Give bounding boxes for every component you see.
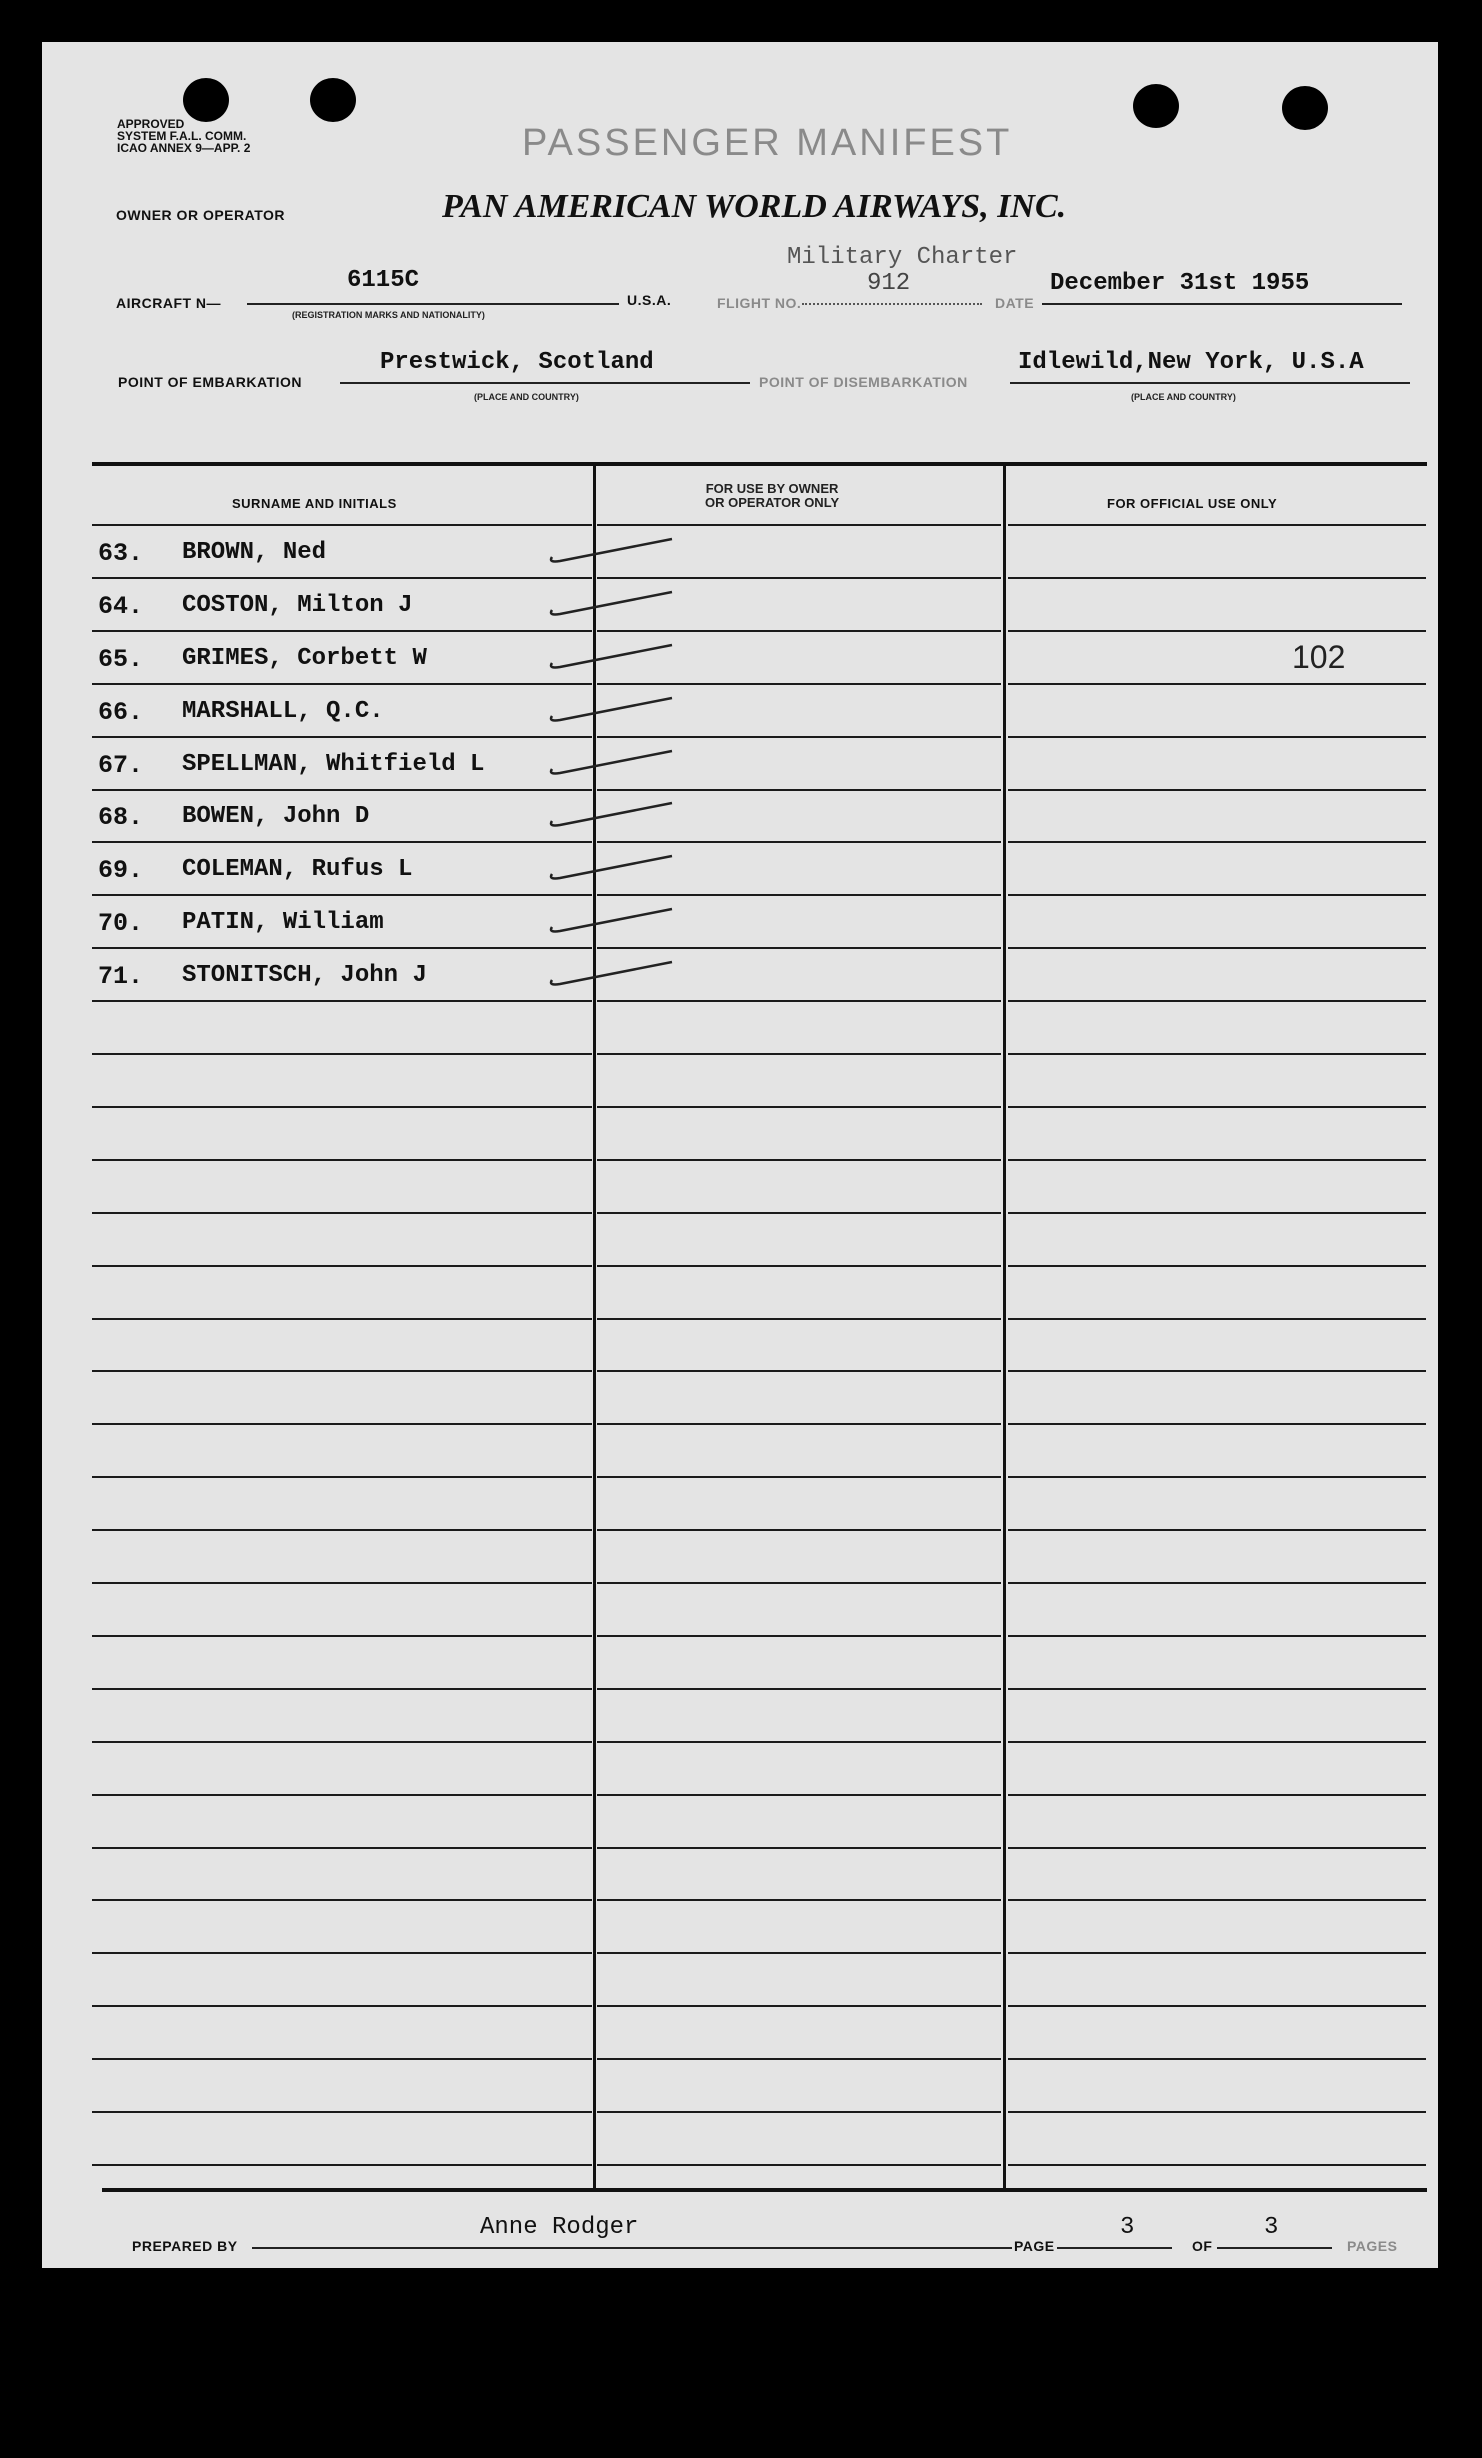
row-rule	[92, 1106, 592, 1108]
registration-sub: (REGISTRATION MARKS AND NATIONALITY)	[292, 310, 485, 320]
row-rule	[92, 894, 592, 896]
check-mark-icon	[542, 958, 682, 998]
row-rule	[1008, 1106, 1426, 1108]
approval-line: SYSTEM F.A.L. COMM.	[117, 129, 247, 143]
row-rule	[92, 947, 592, 949]
row-rule	[1008, 1847, 1426, 1849]
flight-no-value: 912	[867, 270, 911, 297]
col-owner-line: OR OPERATOR ONLY	[705, 495, 840, 510]
row-rule	[92, 2005, 592, 2007]
row-rule	[92, 1159, 592, 1161]
row-rule	[597, 524, 1001, 526]
passenger-number: 70.	[98, 909, 144, 938]
row-rule	[92, 630, 592, 632]
pages-label: PAGES	[1347, 2238, 1398, 2254]
row-rule	[597, 1265, 1001, 1267]
check-mark-icon	[542, 799, 682, 839]
official-note: 102	[1292, 639, 1346, 675]
row-rule	[92, 1741, 592, 1743]
passenger-number: 69.	[98, 856, 144, 885]
row-rule	[92, 789, 592, 791]
check-mark-icon	[542, 905, 682, 945]
row-rule	[1008, 841, 1426, 843]
row-rule	[92, 1212, 592, 1214]
embarkation-label: POINT OF EMBARKATION	[118, 374, 302, 390]
page-label: PAGE	[1014, 2238, 1055, 2254]
prepared-line	[252, 2247, 1012, 2249]
row-rule	[92, 1529, 592, 1531]
row-rule	[92, 1053, 592, 1055]
of-line	[1217, 2247, 1332, 2249]
of-value: 3	[1264, 2214, 1279, 2241]
usa-label: U.S.A.	[627, 292, 672, 308]
date-value: December 31st 1955	[1050, 270, 1310, 297]
row-rule	[1008, 2058, 1426, 2060]
place-sub: (PLACE AND COUNTRY)	[474, 392, 579, 402]
row-rule	[92, 1635, 592, 1637]
row-rule	[597, 1370, 1001, 1372]
row-rule	[1008, 1688, 1426, 1690]
row-rule	[92, 1794, 592, 1796]
row-rule	[597, 1476, 1001, 1478]
owner-label: OWNER OR OPERATOR	[116, 207, 285, 223]
row-rule	[597, 1053, 1001, 1055]
passenger-name: COSTON, Milton J	[182, 592, 413, 619]
aircraft-label: AIRCRAFT N—	[116, 295, 222, 311]
page-line	[1057, 2247, 1172, 2249]
aircraft-line	[247, 303, 619, 305]
row-rule	[1008, 947, 1426, 949]
of-label: OF	[1192, 2238, 1213, 2254]
row-rule	[1008, 1476, 1426, 1478]
row-rule	[92, 683, 592, 685]
row-rule	[92, 1265, 592, 1267]
passenger-name: BROWN, Ned	[182, 539, 327, 566]
row-rule	[597, 1000, 1001, 1002]
row-rule	[92, 2164, 592, 2166]
row-rule	[92, 1476, 592, 1478]
row-rule	[92, 1370, 592, 1372]
table-top-rule	[92, 462, 1427, 466]
row-rule	[1008, 630, 1426, 632]
row-rule	[597, 1212, 1001, 1214]
row-rule	[1008, 1582, 1426, 1584]
row-rule	[1008, 1318, 1426, 1320]
passenger-name: MARSHALL, Q.C.	[182, 698, 384, 725]
col-owner-header	[705, 482, 839, 510]
row-rule	[597, 2111, 1001, 2113]
row-rule	[1008, 2164, 1426, 2166]
passenger-number: 68.	[98, 803, 144, 832]
form-title: PASSENGER MANIFEST	[522, 122, 1013, 164]
check-mark-icon	[542, 535, 682, 575]
row-rule	[1008, 1741, 1426, 1743]
row-rule	[1008, 577, 1426, 579]
approval-block	[117, 118, 250, 154]
row-rule	[597, 1794, 1001, 1796]
passenger-name: STONITSCH, John J	[182, 962, 427, 989]
passenger-number: 64.	[98, 592, 144, 621]
row-rule	[597, 894, 1001, 896]
row-rule	[1008, 524, 1426, 526]
row-rule	[92, 1582, 592, 1584]
row-rule	[1008, 1529, 1426, 1531]
flight-note: Military Charter	[787, 244, 1018, 271]
aircraft-value: 6115C	[347, 267, 420, 294]
passenger-number: 67.	[98, 751, 144, 780]
approval-line: APPROVED	[117, 117, 185, 131]
check-mark-icon	[542, 641, 682, 681]
prepared-value: Anne Rodger	[480, 2214, 639, 2241]
airline-name: PAN AMERICAN WORLD AIRWAYS, INC.	[442, 188, 1067, 225]
row-rule	[1008, 1212, 1426, 1214]
column-divider	[1003, 466, 1006, 2188]
row-rule	[1008, 1423, 1426, 1425]
passenger-number: 71.	[98, 962, 144, 991]
row-rule	[1008, 736, 1426, 738]
row-rule	[597, 2058, 1001, 2060]
passenger-name: GRIMES, Corbett W	[182, 645, 427, 672]
disembarkation-label: POINT OF DISEMBARKATION	[759, 374, 968, 390]
row-rule	[1008, 1635, 1426, 1637]
punch-hole	[1282, 86, 1328, 130]
row-rule	[597, 1423, 1001, 1425]
row-rule	[1008, 1794, 1426, 1796]
row-rule	[597, 1635, 1001, 1637]
disembarkation-value: Idlewild,New York, U.S.A	[1018, 349, 1364, 376]
check-mark-icon	[542, 588, 682, 628]
check-mark-icon	[542, 694, 682, 734]
embarkation-value: Prestwick, Scotland	[380, 349, 654, 376]
col-owner-line: FOR USE BY OWNER	[705, 481, 839, 496]
embarkation-line	[340, 382, 750, 384]
row-rule	[1008, 2005, 1426, 2007]
row-rule	[92, 1000, 592, 1002]
row-rule	[597, 736, 1001, 738]
prepared-label: PREPARED BY	[132, 2238, 238, 2254]
flight-label: FLIGHT NO.	[717, 295, 802, 311]
row-rule	[92, 736, 592, 738]
flight-line	[802, 303, 982, 305]
row-rule	[597, 1529, 1001, 1531]
manifest-sheet	[42, 42, 1438, 2268]
row-rule	[92, 1952, 592, 1954]
row-rule	[597, 1688, 1001, 1690]
row-rule	[597, 1952, 1001, 1954]
row-rule	[92, 2058, 592, 2060]
check-mark-icon	[542, 852, 682, 892]
row-rule	[597, 577, 1001, 579]
passenger-name: COLEMAN, Rufus L	[182, 856, 413, 883]
row-rule	[1008, 1370, 1426, 1372]
table-bottom-rule	[102, 2188, 1427, 2192]
row-rule	[92, 524, 592, 526]
row-rule	[92, 841, 592, 843]
row-rule	[92, 1688, 592, 1690]
date-line	[1042, 303, 1402, 305]
col-official-header: FOR OFFICIAL USE ONLY	[1107, 496, 1278, 511]
page-value: 3	[1120, 2214, 1135, 2241]
row-rule	[1008, 894, 1426, 896]
row-rule	[597, 789, 1001, 791]
row-rule	[92, 577, 592, 579]
passenger-number: 65.	[98, 645, 144, 674]
punch-hole	[183, 78, 229, 122]
row-rule	[597, 1899, 1001, 1901]
row-rule	[92, 2111, 592, 2113]
row-rule	[597, 683, 1001, 685]
row-rule	[1008, 1899, 1426, 1901]
row-rule	[597, 947, 1001, 949]
passenger-number: 66.	[98, 698, 144, 727]
row-rule	[1008, 789, 1426, 791]
punch-hole	[310, 78, 356, 122]
date-label: DATE	[995, 295, 1035, 311]
passenger-name: SPELLMAN, Whitfield L	[182, 751, 485, 778]
approval-line: ICAO ANNEX 9—APP. 2	[117, 141, 251, 155]
row-rule	[597, 841, 1001, 843]
row-rule	[1008, 1000, 1426, 1002]
row-rule	[1008, 683, 1426, 685]
row-rule	[92, 1847, 592, 1849]
disembarkation-line	[1010, 382, 1410, 384]
passenger-number: 63.	[98, 539, 144, 568]
row-rule	[1008, 1265, 1426, 1267]
col-surname-header: SURNAME AND INITIALS	[232, 496, 397, 511]
row-rule	[1008, 1159, 1426, 1161]
row-rule	[1008, 1053, 1426, 1055]
row-rule	[92, 1423, 592, 1425]
row-rule	[597, 1847, 1001, 1849]
row-rule	[92, 1318, 592, 1320]
row-rule	[597, 1741, 1001, 1743]
place-sub: (PLACE AND COUNTRY)	[1131, 392, 1236, 402]
row-rule	[597, 2164, 1001, 2166]
check-mark-icon	[542, 747, 682, 787]
row-rule	[1008, 1952, 1426, 1954]
row-rule	[597, 1159, 1001, 1161]
punch-hole	[1133, 84, 1179, 128]
row-rule	[597, 1106, 1001, 1108]
passenger-name: PATIN, William	[182, 909, 384, 936]
row-rule	[597, 630, 1001, 632]
row-rule	[1008, 2111, 1426, 2113]
row-rule	[597, 1582, 1001, 1584]
row-rule	[597, 2005, 1001, 2007]
passenger-name: BOWEN, John D	[182, 803, 370, 830]
row-rule	[92, 1899, 592, 1901]
row-rule	[597, 1318, 1001, 1320]
